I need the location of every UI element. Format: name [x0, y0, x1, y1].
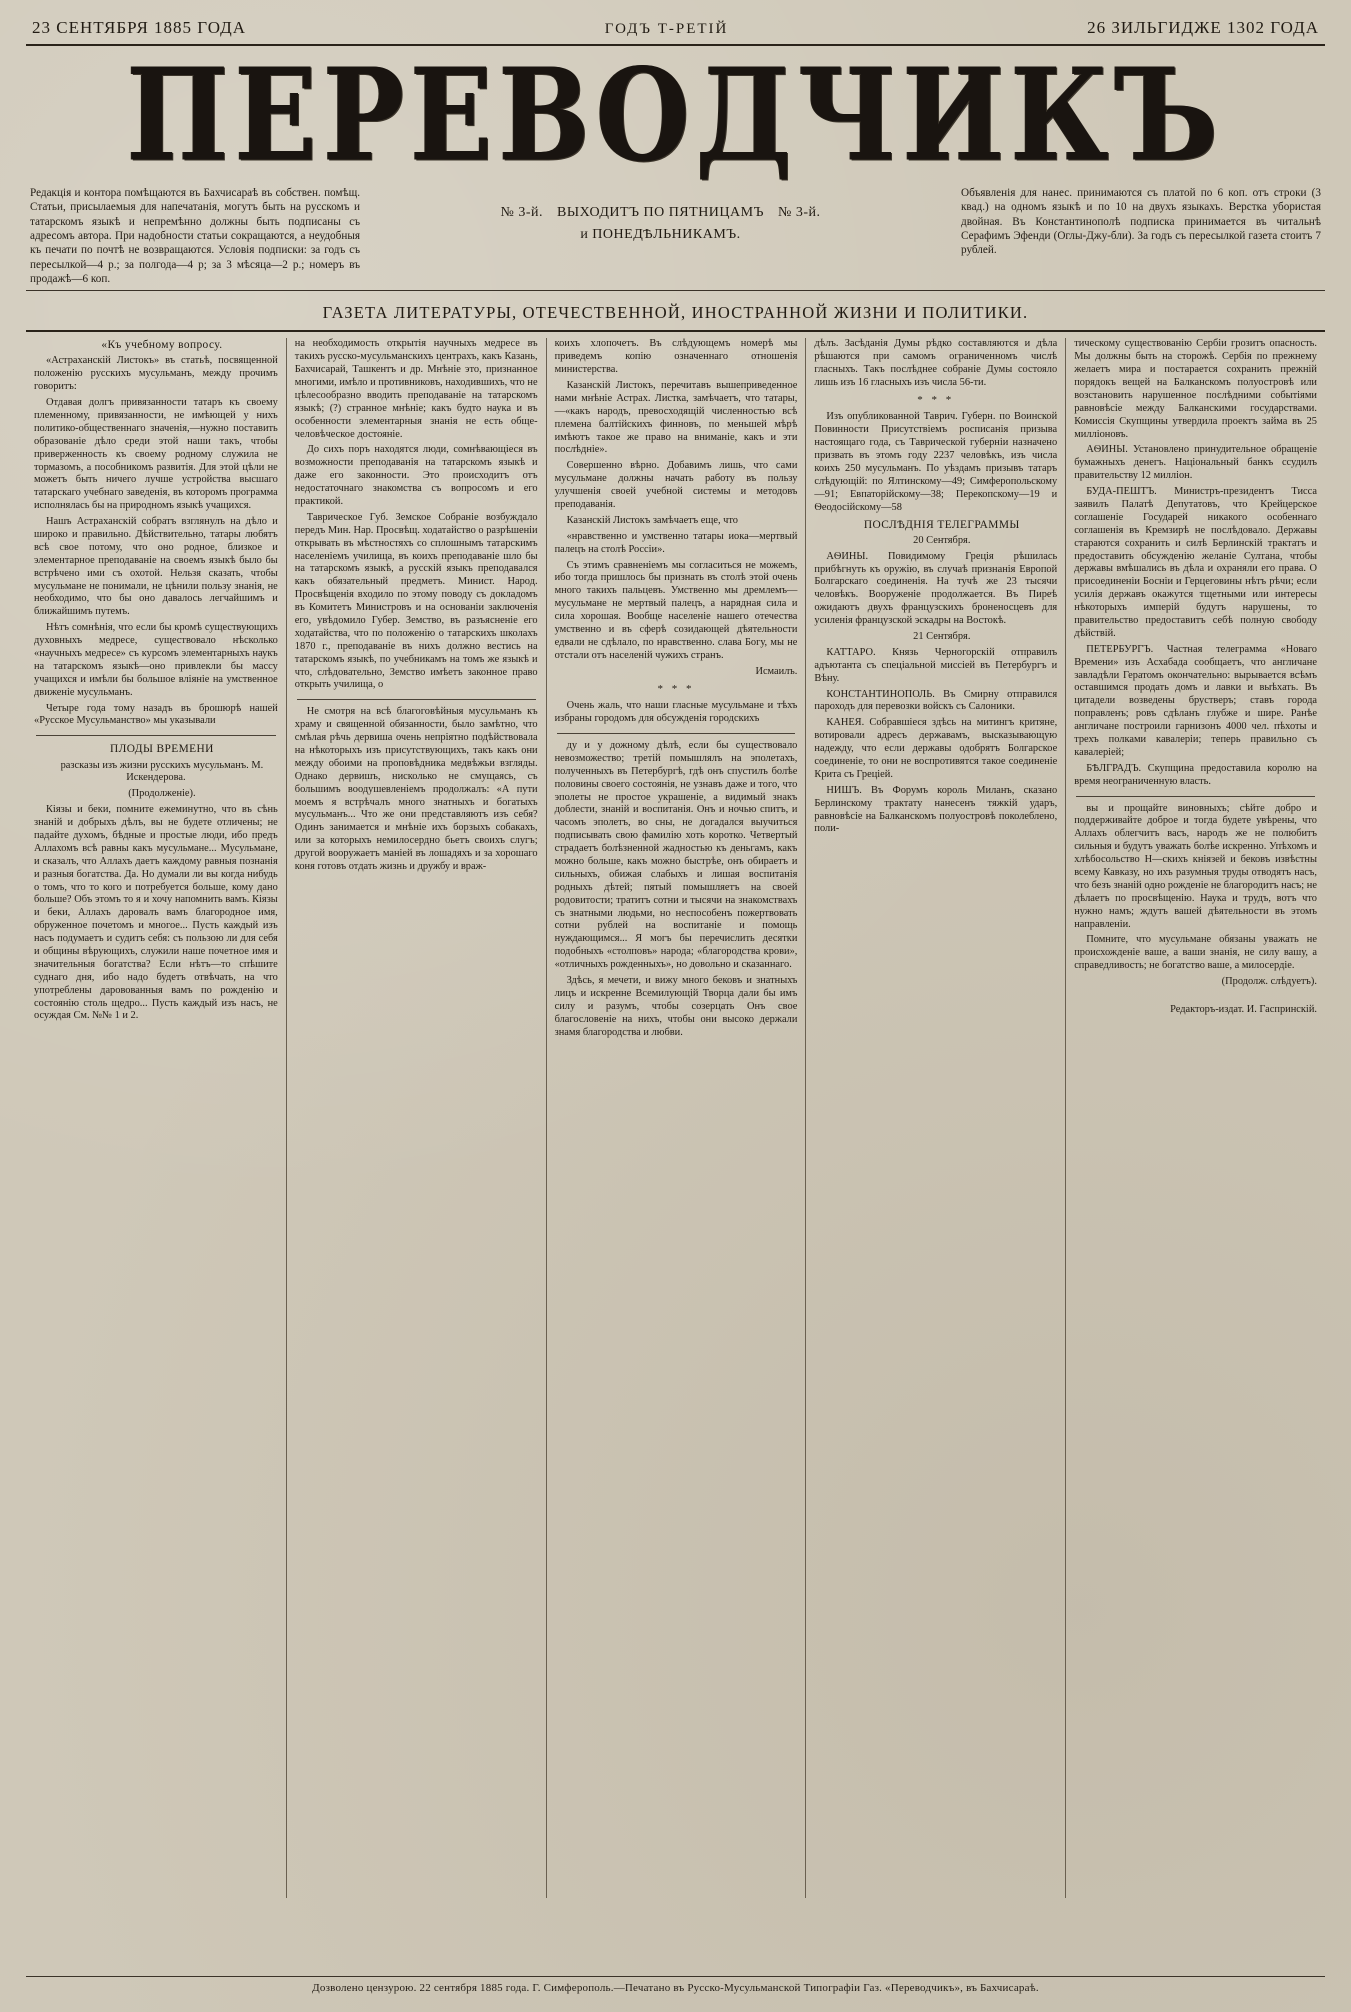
issue-number-right: № 3-й. [777, 205, 821, 220]
paragraph: Нѣтъ сомнѣнія, что если бы кромѣ существующихъ духовныхъ медресе, существовало нѣсколько «научныхъ медресе» съ курсомъ элементарныхъ наукъ на татарскомъ языкѣ—оно привлекли бы массу учащихся и имѣли бы большое вліяніе на умственное движеніе мусульманъ. [34, 622, 278, 698]
ornament-divider: * * * [917, 393, 955, 406]
paragraph: Казанскій Листокъ, перечитавъ вышеприведенное нами мнѣніе Астрах. Листка, замѣчаетъ, что татары,—«какъ народъ, превосходящій численностью всѣ племена балтійскихъ финновъ, по меньшей мѣрѣ имѣютъ такое же право на вниманіе, какъ и эти послѣдніе». [554, 379, 798, 456]
ornament-divider: * * * [657, 682, 695, 695]
paragraph: Кіязы и беки, помните ежеминутно, что въ сѣнь знаній и добрыхъ дѣлъ, вы не будете отличены; не падайте духомъ, бѣдные и простые люди, ибо предъ Аллахомъ всѣ равны какъ мусульмане... Мусульмане, и сказалъ, что Аллахъ даетъ каждому равныя познанія и разныя богатства. Да. Но думали ли вы когда нибудь о томъ, что то кого и потребуется больше, кому дано больше? Объ этомъ то я и хочу напомнить вамъ. Кіязы и беки, Аллахъ даровалъ вамъ благородное имя, обруженное почетомъ и многое... Пусть каждый изъ насъ подумаетъ и судитъ себя: съ пользою ли для себя и общины вѣрующихъ, служили наше почетное имя и значительныя богатства? Если нѣтъ—то спѣшите суднаго дня, ибо надо будетъ отвѣчать, на что употреблены даровованныя вамъ по рожденію и состоянію столь щедро... Пусть каждый изъ насъ, не осуждая См. №№ 1 и 2. [34, 804, 278, 1022]
paragraph: Изъ опубликованной Таврич. Губерн. по Воинской Повинности Присутствіемъ росписанія призыва настоящаго года, съ Таврической губерніи назначено призвать въ этомъ году 2237 человѣкъ, изъ числа коихъ 250 мусульманъ. По уѣздамъ призывъ татаръ слѣдующій: по Ялтинскому—49; Симферопольскому—91; Евпаторійскому—38; Перекопскому—19 и Ѳеодосійскому—58 [814, 411, 1058, 513]
quoted-paragraph: «нравственно и умственно татары иока—мертвый палецъ на столѣ Россіи». [554, 530, 798, 555]
telegram-item: КОНСТАНТИНОПОЛЬ. Въ Смирну отправился пароходъ для перевозки войскъ съ Салоники. [814, 688, 1058, 713]
feuilleton-subtitle: разсказы изъ жизни русскихъ мусульманъ. М. Искендерова. [60, 759, 264, 784]
newspaper-title: ПЕРЕВОДЧИКЪ [126, 41, 1225, 191]
paragraph: Не смотря на всѣ благоговѣйныя мусульманъ къ храму и священной обязанности, было замѣтно, что смѣлая рѣчь дервиша очень непріятно подѣйствовала на нѣкоторыхъ изъ присутствующихъ, такъ какъ они между обоими на проповѣдника медвѣжьи взгляды. Однако дервишъ, нисколько не смущаясь, съ большимъ воодушевленіемъ продолжалъ: «А пути моемъ я встрѣчалъ много знатныхъ и богатыхъ мусульманъ... Что же они представляютъ изъ себя? Одинъ занимается и мнѣніе ихъ борзыхъ собакахъ, или за которыхъ немилосердно бьетъ своихъ слугъ; другой вооружаетъ маніей въ лошадяхъ и за хорошаго коня готовъ отдать жизнь и дружбу и враж- [294, 706, 538, 873]
masthead-top-line [26, 18, 1325, 42]
telegram-item: НИШЪ. Въ Форумъ король Миланъ, сказано Берлинскому трактату нанесенъ тяжкій ударъ, равновѣсіе на Балканскомъ полуостровѣ поколеблено, поли- [814, 784, 1058, 835]
feuilleton-continuation-note: (Продолженіе). [128, 788, 196, 800]
section-divider [1076, 796, 1315, 797]
date-gregorian: 23 СЕНТЯБРЯ 1885 ГОДА [32, 18, 247, 37]
paragraph: Съ этимъ сравненіемъ мы согласиться не можемъ, ибо тогда пришлось бы признать въ столѣ этой очень много такихъ пальцевъ. Умственно мы дремлемъ—мусульмане не мертвый палецъ, а нарядная сила и сила хорошая. Вообще населеніе нашего отечества умственно и въ сферѣ созидающей дѣятельности едвали не сдѣлало, по нравственно. слава Богу, мы не отстали отъ населеній чужихъ странъ. [554, 559, 798, 661]
column-5 [1065, 338, 1325, 1898]
year-of-publication: ГОДЪ Т-РЕТІЙ [604, 21, 729, 37]
article-columns [26, 338, 1325, 1898]
section-divider [297, 699, 536, 700]
paragraph: Четыре года тому назадъ въ брошюрѣ нашей «Русское Мусульманство» мы указывали [34, 702, 278, 727]
paragraph: ду и у дожному дѣлѣ, если бы существовало невозможество; третій помышлялъ на эполетахъ, полученныхъ въ Петербургѣ, гдѣ онъ спустилъ болѣе половины своего состоянія, не узнавъ даже и того, что эполеты не простое украшеніе, а видимый знакъ доблести, знаній и воспитанія. Онъ и ночью спитъ, и часомъ эполетъ, во сны, не догадался выучиться подписывать свою фамилію хоть коротко. Четвертый страдаетъ болѣзненной жадностью къ деньгамъ, какъ можно больше, какъ можно быстрѣе, онъ обираетъ и сильныхъ, обижая слабыхъ и лишая воспитанія родныхъ дѣтей; пятый помышляетъ на своей родовитости; тратитъ сотни и тысячи на знакомствахъ съ знатными людьми, но неспособенъ пожертвовать сотни рублей на воспитаніе и помощь нуждающимся... Я могъ бы перечислить десятки подобныхъ «столповъ» народа; «благородства крови», «отличныхъ рожденныхъ», но довольно и сказаннаго. [554, 739, 798, 971]
paragraph: Помните, что мусульмане обязаны уважать не происхожденіе ваше, а ваши знанія, не силу вашу, а справедливость; не богатство ваше, а милосердіе. [1074, 934, 1317, 972]
telegram-item: тическому существованію Сербіи грозитъ опасность. Мы должны быть на сторожѣ. Сербія по прежнему желаетъ мира и постарается сохранить прежній порядокъ вещей на Балканскомъ полуостровѣ или возстановить нарушенное послѣдними событіями равновѣсіе между Балканскими государствами. Комиссія Скупщины утвердила проектъ займа въ 25 милліоновъ. [1074, 338, 1317, 440]
telegram-item: КАТТАРО. Князь Черногорскій отправилъ адъютанта съ спеціальной миссіей въ Петербургъ и Вѣну. [814, 646, 1058, 684]
paragraph: на необходимость открытія научныхъ медресе въ такихъ русско-мусульманскихъ центрахъ, какъ Казань, Бахчисарай, Ташкентъ и др. Мнѣніе это, признанное многими, имѣло и противниковъ, находившихъ, что не цѣлесообразно вводить преподаваніе на татарскомъ языкѣ; (?) странное мнѣніе; какъ будто наука и въ особенности элементарныя знанія не есть обще-человѣческое достояніе. [294, 338, 538, 440]
article-signature: Исмаилъ. [755, 665, 798, 677]
column-4 [805, 338, 1065, 1898]
telegram-date: 21 Сентября. [913, 630, 971, 642]
paragraph: дѣлъ. Засѣданія Думы рѣдко составляются и дѣла рѣшаются при самомъ ограниченномъ числѣ гласныхъ. Такъ послѣднее собраніе Думы состояло лишь изъ 16 гласныхъ изъ числа 56-ти. [814, 338, 1058, 388]
feuilleton-heading: ПЛОДЫ ВРЕМЕНИ [110, 743, 214, 756]
telegrams-heading: ПОСЛѢДНІЯ ТЕЛЕГРАММЫ [863, 518, 1020, 531]
continuation-note: (Продолж. слѣдуетъ). [1221, 976, 1317, 988]
article-heading-education: «Къ учебному вопросу. [101, 339, 223, 352]
censor-imprint: Дозволено цензурою. 22 сентября 1885 года. Г. Симферополь.—Печатано въ Русско-Мусульманской Типографіи Газ. «Переводчикъ», въ Бахчисараѣ. [312, 1982, 1039, 1994]
issue-number-left: № 3-й. [500, 205, 544, 220]
telegram-item: КАНЕЯ. Собравшіеся здѣсь на митингъ критяне, вотировали адресъ державамъ, высказывающую надежду, что если державы одобрятъ Болгарское соединеніе, то они не воспротивятся такое соединеніе Крита съ Греціей. [814, 717, 1058, 780]
telegram-item: АѲИНЫ. Установлено принудительное обращеніе бумажныхъ денегъ. Національный банкъ ссудилъ правительству 12 милліон. [1074, 444, 1317, 482]
section-divider [36, 735, 276, 736]
subscription-terms: Редакція и контора помѣщаются въ Бахчисараѣ въ собствен. помѣщ. Статьи, присылаемыя для напечатанія, могутъ быть на русскомъ и татарскомъ языкѣ и непремѣнно должны быть подписаны съ адресомъ автора. При надобности статьи сокращаются, а неудобныя къ печати по почтѣ не возвращаются. Условія подписки: за годъ съ пересылкой—4 р.; за полгода—4 р; за 3 мѣсяца—2 р.; номеръ въ продажѣ—6 коп. [30, 187, 360, 285]
paragraph: Очень жаль, что наши гласные мусульмане и тѣхъ избраны городомъ для обсужденія городскихъ [554, 700, 798, 725]
imprint-footer [26, 1976, 1325, 1994]
column-3 [546, 338, 806, 1898]
paragraph: Таврическое Губ. Земское Собраніе возбуждало передъ Мин. Нар. Просвѣщ. ходатайство о разрѣшеніи открывать въ мѣстностяхъ со сплошнымъ татарскимъ населеніемъ училища, въ коихъ преподаваніе шло бы на татарскомъ языкѣ, а русскій языкъ преподавался какъ обязательный предметъ. Минист. Народ. Просвѣщенія входило по этому поводу съ докладомъ въ Комитетъ Министровъ и на основаніи заключенія его, увѣдомило Губер. Земство, въ разъясненіе его ходатайства, что по положенію о татарскихъ школахъ 1870 г., преподаваніе въ нихъ должно вестись на татарскомъ языкѣ, по учебникамъ на томъ же языкѣ и что, слѣдовательно, Земство имѣетъ законное право открыть училища, о [294, 511, 538, 691]
publication-frequency-line2: и ПОНЕДѢЛЬНИКАМЪ. [580, 226, 741, 242]
paragraph: Отдавая долгъ привязанности татаръ къ своему племенному, привязанности, не имѣющей у нихъ политико-общественнаго значенія,—нужно поставить образованіе дѣло среди этой наши такъ, чтобы приверженность къ своему родному служила не тормазомъ, а пособникомъ развитія. Для этой цѣли не можетъ быть ничего лучше устройства высшаго татарскаго учебнаго заведенія, въ которомъ программа исполнялась бы на природномъ языкѣ учащихся. [34, 397, 278, 512]
telegram-item: БѢЛГРАДЪ. Скупщина предоставила королю на время неограниченную власть. [1074, 762, 1317, 787]
paragraph: коихъ хлопочетъ. Въ слѣдующемъ номерѣ мы приведемъ копію означеннаго отношенія министерства. [554, 338, 798, 376]
date-hijri: 26 ЗИЛЬГИДЖЕ 1302 ГОДА [1087, 18, 1319, 37]
publication-frequency-line1: ВЫХОДИТЪ ПО ПЯТНИЦАМЪ [557, 205, 764, 220]
paragraph: Совершенно вѣрно. Добавимъ лишь, что сами мусульмане должны начать работу въ пользу улучшенія своей учебной системы и методовъ преподаванія. [554, 460, 798, 510]
section-divider [557, 733, 796, 734]
paragraph: Нашъ Астраханскій собратъ взглянулъ на дѣло и широко и правильно. Дѣйствительно, татары любятъ всѣ свое потому, что оно родное, близкое и элементарное преподаваніе на своемъ языкѣ было бы встрѣчено ими съ охотой. Нельзя сказать, чтобы мусульмане не понимали, не цѣнили пользу знанія, не необходимо, что бы оно давалось легчайшимъ и ближайшимъ путемъ. [34, 516, 278, 618]
banner-divider-top [26, 290, 1325, 291]
footer-divider [26, 1976, 1325, 1977]
telegram-item: БУДА-ПЕШТЪ. Министръ-президентъ Тисса заявилъ Палатѣ Депутатовъ, что Крейцерское соглашеніе Государей никакого особеннаго соглашенія въ Кремзирѣ не послѣдовало. Державы стараются сохранить и силѣ Берлинскій трактатъ и предоставить обсужденію желаніе Султана, чтобы державы вмѣшались въ дѣла и охраняли его права. О присоединеніи Босніи и Герцеговины нѣтъ рѣчи; если усилія державъ окажутся тщетными или интересы нѣкоторыхъ имперій будутъ нарушены, то правительство предоставитъ себѣ полную свободу дѣйствій. [1074, 486, 1317, 639]
column-1 [26, 338, 286, 1898]
banner-divider-bottom [26, 330, 1325, 332]
telegram-item: АѲИНЫ. Повидимому Греція рѣшилась прибѣгнуть къ оружію, въ случаѣ признанія Европой Болгарскаго соединенія. На тучѣ же 23 тысячи человѣкъ. Вооруженіе продолжается. Въ Пиреѣ ожидаютъ двухъ французскихъ броненосцевъ для усиленія французской эскадры на Востокѣ. [814, 550, 1058, 627]
newspaper-subtitle-banner: ГАЗЕТА ЛИТЕРАТУРЫ, ОТЕЧЕСТВЕННОЙ, ИНОСТРАННОЙ ЖИЗНИ И ПОЛИТИКИ. [322, 303, 1029, 323]
column-2 [286, 338, 546, 1898]
paragraph: До сихъ поръ находятся люди, сомнѣвающіеся въ возможности преподаванія на татарскомъ языкѣ и даже его законности. Это происходитъ отъ недостаточнаго знакомства съ вопросомъ и его практикой. [294, 444, 538, 507]
paragraph: вы и прощайте виновныхъ; сѣйте добро и поддерживайте доброе и тогда будете увѣрены, что Аллахъ облегчитъ васъ, народъ же не полюбитъ сильныя и будутъ уважать болѣе искренно. Упѣхомъ и хлѣбосольство Н—скихъ кніязей и бековъ извѣстны всему Кавказу, но ихъ разумныя труды отводятъ насъ, что безъ знаній одно рожденіе не благородитъ насъ; не дѣлаетъ по просвѣщенію. Наука и трудъ, вотъ что нужно намъ; ждутъ вашей дѣятельности въ этомъ направленіи. [1074, 802, 1317, 930]
editor-line: Редакторъ-издат. И. Гаспринскій. [1170, 1004, 1317, 1016]
telegram-item: ПЕТЕРБУРГЪ. Частная телеграмма «Новаго Времени» изъ Асхабада сообщаетъ, что англичане завладѣли Гератомъ окончательно: вырывается всѣмъ оставшимся продать домъ и лавки и выѣхать. Въ цитадели возведены брустверъ; ставъ города поправленъ; ровъ сдѣланъ глубже и шире. Ранѣе англичане построили гарнизонъ 4000 чел. пѣхоты и трехъ полками кавалеріи; теперь правильно съ кавалеріей; [1074, 643, 1317, 758]
paragraph: Здѣсь, я мечети, и вижу много бековъ и знатныхъ лицъ и искренне Всемилующій Творца дали бы имъ силу и разумъ, чтобы созерцать Онъ свое благословеніе на нихъ, чтобы они высоко держали знамя благородства и любви. [554, 975, 798, 1038]
paragraph: Казанскій Листокъ замѣчаетъ еще, что [566, 514, 738, 526]
advertising-terms: Объявленія для нанес. принимаются съ платой по 6 коп. отъ строки (3 квад.) на одномъ языкѣ и по 10 на двухъ языкахъ. Верстка убористая двойная. Въ Константинополѣ подписка принимается въ читальнѣ Серафимъ Эфенди (Оглы-Джу-бли). За годъ съ пересылкой газета стоитъ 7 рублей. [961, 187, 1321, 257]
paragraph: «Астраханскій Листокъ» въ статьѣ, посвященной положенію русскихъ мусульманъ, между прочимъ говоритъ: [34, 355, 278, 393]
telegram-date: 20 Сентября. [913, 534, 971, 546]
